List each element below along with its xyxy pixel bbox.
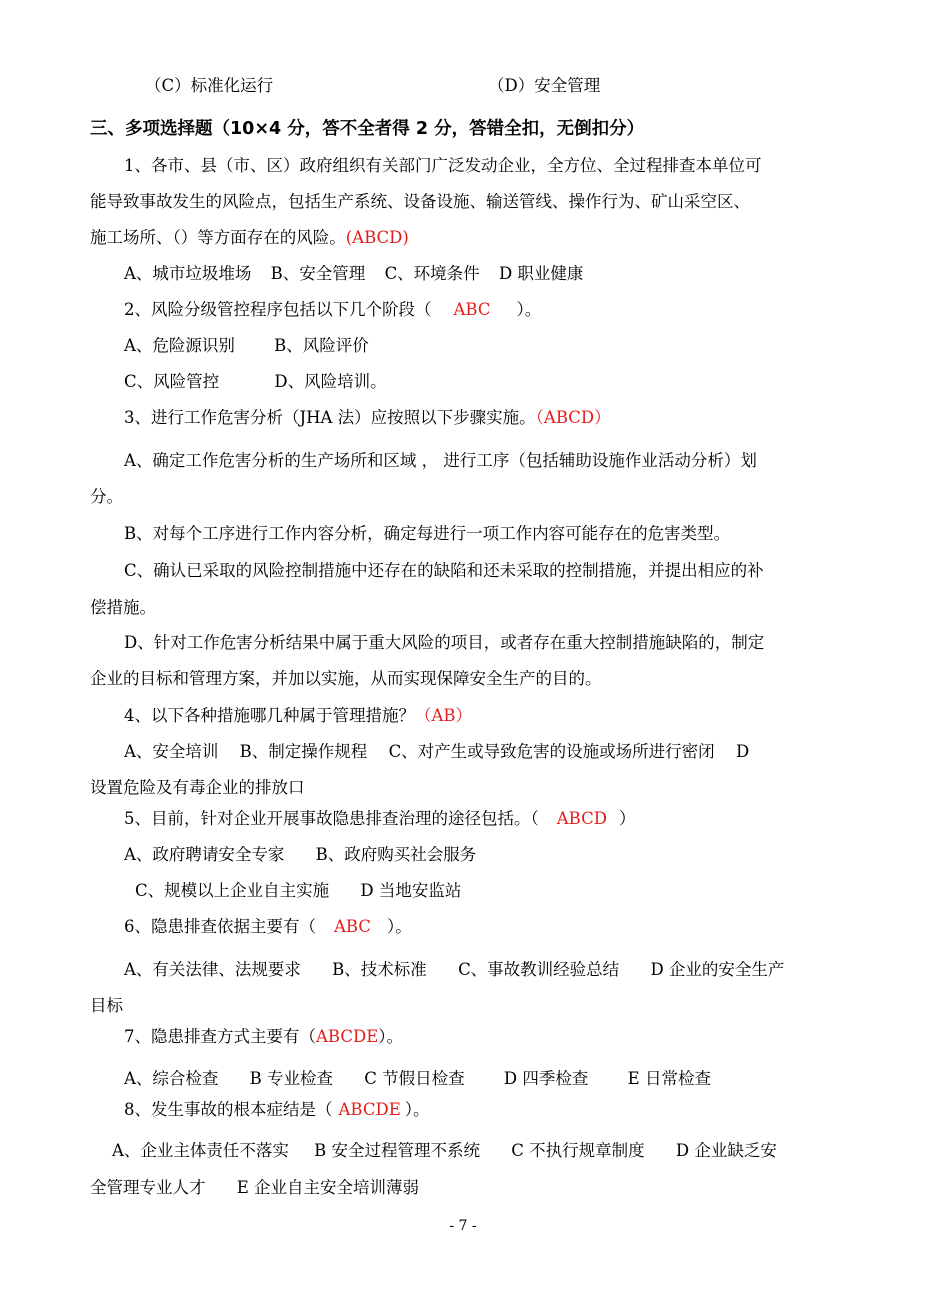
- q6-option-d-cont: 目标: [90, 996, 123, 1015]
- option-d-prev: （D）安全管理: [488, 76, 601, 95]
- q5-text-before: 5、目前，针对企业开展事故隐患排查治理的途径包括。（: [124, 809, 539, 828]
- q8-option-c: C 不执行规章制度: [511, 1141, 645, 1160]
- option-c-prev: （C）标准化运行: [145, 76, 274, 95]
- q2-text-after: ）。: [516, 300, 542, 319]
- q6-option-b: B、技术标准: [332, 960, 427, 979]
- q2-option-c: C、风险管控: [124, 372, 220, 391]
- q3-option-d-line2: 企业的目标和管理方案，并加以实施，从而实现保障安全生产的目的。: [90, 669, 602, 688]
- q6-text-before: 6、隐患排查依据主要有（: [124, 917, 316, 936]
- q6-option-c: C、事故教训经验总结: [458, 960, 620, 979]
- q7-text: [124, 1027, 403, 1047]
- q3-option-d-line1: D、针对工作危害分析结果中属于重大风险的项目，或者存在重大控制措施缺陷的，制定: [124, 633, 765, 652]
- q4-option-d: D: [735, 742, 750, 761]
- q2-option-b: B、风险评价: [274, 336, 369, 355]
- q1-line3: [90, 228, 409, 248]
- q8-text: [124, 1100, 430, 1120]
- q1-line2: 能导致事故发生的风险点，包括生产系统、设备设施、输送管线、操作行为、矿山采空区、: [90, 192, 750, 211]
- q3-option-a-line2: 分。: [90, 487, 123, 506]
- q4-option-a: A、安全培训: [124, 742, 219, 761]
- q4-option-b: B、制定操作规程: [239, 742, 368, 761]
- q8-options-row2: [90, 1178, 419, 1198]
- q4-text: [124, 706, 472, 726]
- q2-option-d: D、风险培训。: [274, 372, 387, 391]
- q1-option-d: D 职业健康: [498, 264, 584, 283]
- q1-options: [124, 264, 583, 284]
- q3-option-a-line1: A、确定工作危害分析的生产场所和区域 ， 进行工序（包括辅助设施作业活动分析）划: [124, 451, 757, 470]
- q6-answer: ABC: [334, 917, 371, 936]
- q8-text-before: 8、发生事故的根本症结是（: [124, 1100, 333, 1119]
- q5-option-b: B、政府购买社会服务: [315, 845, 477, 864]
- q4-option-c: C、对产生或导致危害的设施或场所进行密闭: [388, 742, 715, 761]
- q5-options-row2: [135, 881, 461, 901]
- q3-text-main: 3、进行工作危害分析（JHA 法）应按照以下步骤实施。: [124, 408, 536, 427]
- q1-option-b: B、安全管理: [270, 264, 366, 283]
- q6-text-after: ）。: [386, 917, 412, 936]
- q8-text-after: ）。: [404, 1100, 430, 1119]
- q8-options-row1: [112, 1141, 777, 1161]
- q7-options: [124, 1069, 711, 1089]
- q7-text-before: 7、隐患排查方式主要有（: [124, 1027, 316, 1046]
- q6-option-a: A、有关法律、法规要求: [124, 960, 301, 979]
- q5-option-d: D 当地安监站: [360, 881, 462, 900]
- q7-text-after: ）。: [378, 1027, 403, 1046]
- q2-options-row2: [124, 372, 387, 392]
- q3-option-b: B、对每个工序进行工作内容分析，确定每进行一项工作内容可能存在的危害类型。: [124, 524, 731, 543]
- q5-option-c: C、规模以上企业自主实施: [135, 881, 330, 900]
- q3-text: [124, 408, 611, 428]
- page-number: - 7 -: [449, 1218, 477, 1234]
- q8-option-e: E 企业自主安全培训薄弱: [236, 1178, 420, 1197]
- q4-text-main: 4、以下各种措施哪几种属于管理措施？: [124, 706, 415, 725]
- q2-answer: ABC: [453, 300, 491, 319]
- q8-option-d: D 企业缺乏安: [675, 1141, 777, 1160]
- q5-options-row1: [124, 845, 476, 865]
- q2-text-before: 2、风险分级管控程序包括以下几个阶段（: [124, 300, 432, 319]
- q7-option-b: B 专业检查: [249, 1069, 334, 1088]
- q1-answer: (ABCD): [345, 228, 409, 247]
- q5-text-after: ）: [618, 809, 636, 828]
- q8-option-b: B 安全过程管理不系统: [314, 1141, 481, 1160]
- q4-option-d-cont: 设置危险及有毒企业的排放口: [90, 778, 305, 797]
- q5-option-a: A、政府聘请安全专家: [124, 845, 285, 864]
- q6-options-row1: [124, 960, 784, 980]
- section-title: 三、多项选择题（10×4 分，答不全者得 2 分，答错全扣，无倒扣分）: [90, 119, 645, 139]
- q7-option-c: C 节假日检查: [364, 1069, 465, 1088]
- q2-options-row1: [124, 336, 369, 356]
- q3-option-c-line2: 偿措施。: [90, 598, 156, 617]
- q1-line1: 1、各市、县（市、区）政府组织有关部门广泛发动企业，全方位、全过程排查本单位可: [124, 156, 762, 175]
- q7-answer: ABCDE: [316, 1027, 379, 1046]
- q4-answer: （AB）: [415, 706, 473, 725]
- q8-answer: ABCDE: [338, 1100, 401, 1119]
- q7-option-a: A、综合检查: [124, 1069, 219, 1088]
- q6-text: [124, 917, 412, 937]
- q5-answer: ABCD: [556, 809, 607, 828]
- q2-text: [124, 300, 541, 320]
- q1-line3-text: 施工场所、（）等方面存在的风险。: [90, 228, 346, 247]
- q1-option-a: A、城市垃圾堆场: [124, 264, 252, 283]
- q7-option-d: D 四季检查: [503, 1069, 589, 1088]
- q3-option-c-line1: C、确认已采取的风险控制措施中还存在的缺陷和还未采取的控制措施，并提出相应的补: [124, 561, 764, 580]
- q1-option-c: C、环境条件: [384, 264, 480, 283]
- q3-answer: （ABCD）: [535, 408, 611, 427]
- q6-option-d: D 企业的安全生产: [650, 960, 785, 979]
- q7-option-e: E 日常检查: [627, 1069, 711, 1088]
- q5-text: [124, 809, 635, 829]
- q8-option-a: A、企业主体责任不落实: [112, 1141, 289, 1160]
- q4-options-row1: [124, 742, 749, 762]
- q2-option-a: A、危险源识别: [124, 336, 235, 355]
- q8-option-d-cont: 全管理专业人才: [90, 1178, 206, 1197]
